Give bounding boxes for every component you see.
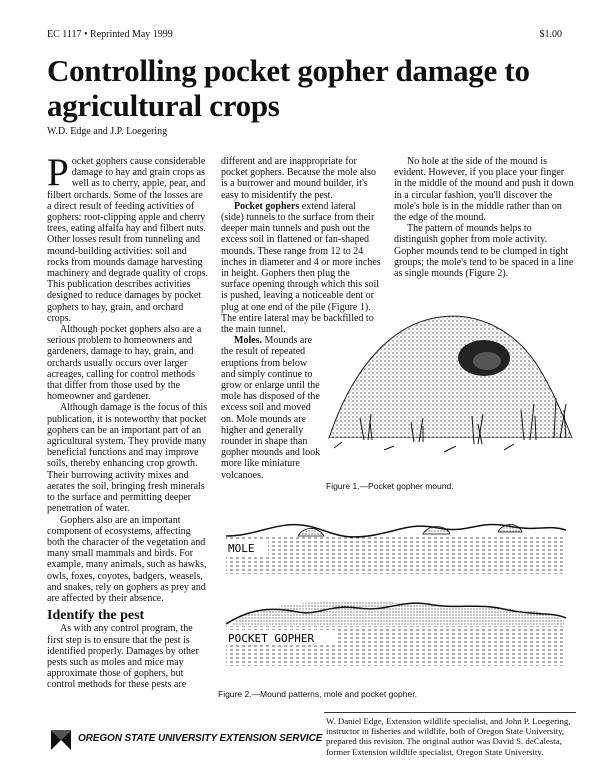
price: $1.00 bbox=[539, 29, 562, 40]
paragraph: Although damage is the focus of this publication, it is noteworthy that pocket gophers can be an important part of an agricultural system. They provide many beneficial functions and may improve soils, thereby enhancing crop growth. Their burrowing activity mixes and aerates the soil, bringing fresh minerals to the surface and permitting deeper penetration of water. bbox=[47, 402, 208, 515]
column-1 bbox=[47, 151, 209, 691]
paragraph-text: extend lateral (side) tunnels to the surface from their deeper main tunnels and push out the excess soil in flattened or fan-shaped mounds. These range from 12 to 24 inches in diameter and 4 or more inches in height. Gophers then plug the surface opening through which this soil is pushed, leaving a noticeable dent or plug at one end of the pile (Figure 1). The entire lateral may be backfilled to the main tunnel. bbox=[221, 200, 381, 336]
author-credit: W. Daniel Edge, Extension wildlife specialist, and John P. Loegering, instructor in fisheries and wildlife, both of Oregon State University, prepared this revision. The original author was David S. deCalesta, former Extension wildlife specialist, Oregon State University. bbox=[326, 716, 571, 757]
page-title: Controlling pocket gopher damage to agricultural crops bbox=[47, 53, 530, 123]
gopher-mound-illustration bbox=[324, 288, 576, 476]
intro-paragraph bbox=[47, 151, 209, 324]
extension-service-name: OREGON STATE UNIVERSITY EXTENSION SERVICE bbox=[78, 733, 323, 744]
paragraph-text: Mounds are the result of repeated eruptions from below and simply continue to grow or enlarge until the mole has disposed of the excess soil and moved on. Mole mounds are higher and generally rounder in shape than gopher mounds and look more like miniature volcanoes. bbox=[221, 335, 321, 481]
paragraph: As with any control program, the first step is to ensure that the pest is identified properly. Damages by other pests such as moles and mice may approximate those of gophers, but control methods for these pests are bbox=[47, 623, 199, 691]
paragraph: No hole at the side of the mound is evident. However, if you place your finger in the middle of the mound and push it down in a circular fashion, you'll discover the mole's hole is in the middle rather than on the edge of the mound. bbox=[394, 156, 574, 224]
mound-patterns-illustration bbox=[218, 500, 572, 682]
mole-label: MOLE bbox=[228, 542, 255, 555]
paragraph: The pattern of mounds helps to distinguish gopher from mole activity. Gopher mounds tend to be clumped in tight groups; the mole's tend to be spaced in a line as single mounds (Figure 2). bbox=[394, 223, 574, 280]
run-in-heading: Pocket gophers bbox=[234, 200, 300, 212]
figure-2-caption: Figure 2.—Mound patterns, mole and pocket gopher. bbox=[218, 689, 417, 699]
authors: W.D. Edge and J.P. Loegering bbox=[47, 126, 168, 137]
drop-cap: P bbox=[47, 151, 69, 194]
section-heading: Identify the pest bbox=[47, 608, 145, 624]
paragraph bbox=[221, 335, 321, 481]
footer-divider bbox=[324, 712, 576, 713]
run-in-heading: Moles. bbox=[234, 335, 263, 347]
paragraph: Gophers also are an important component of ecosystems, affecting both the character of the vegetation and many small mammals and birds. For example, many animals, such as hawks, owls, foxes, coyotes, badgers, weasels, and snakes, rely on gophers as prey and are affected by their absence. bbox=[47, 514, 207, 604]
osu-logo-icon bbox=[49, 728, 73, 752]
figure-1-caption: Figure 1.—Pocket gopher mound. bbox=[326, 481, 454, 491]
paragraph: different and are inappropriate for pocket gophers. Because the mole also is a burrower and mound builder, it's easy to misidentify the pest. bbox=[221, 156, 376, 201]
pocket-gopher-label: POCKET GOPHER bbox=[228, 632, 315, 645]
paragraph: Although pocket gophers also are a serious problem to homeowners and gardeners, damage to hay, grain, and orchards usually occurs over larger acreages, calling for control methods that differ from those used by the homeowner and gardener. bbox=[47, 324, 202, 403]
intro-text: ocket gophers cause considerable damage to hay and grain crops as well as to cherry, apple, pear, and filbert orchards. Some of the losses are a direct result of feeding activities of gophers: root-clipping apple and cherry trees, eating alfalfa hay and filbert nuts. Other losses result from tunneling and mound-building activities: soil and rocks from mounds damage harvesting machinery and degrade quality of crops. This publication describes activities designed to reduce damages by pocket gophers to hay, grain, and orchard crops. bbox=[47, 156, 209, 324]
publication-number: EC 1117 • Reprinted May 1999 bbox=[47, 29, 173, 40]
column-3 bbox=[394, 156, 574, 279]
